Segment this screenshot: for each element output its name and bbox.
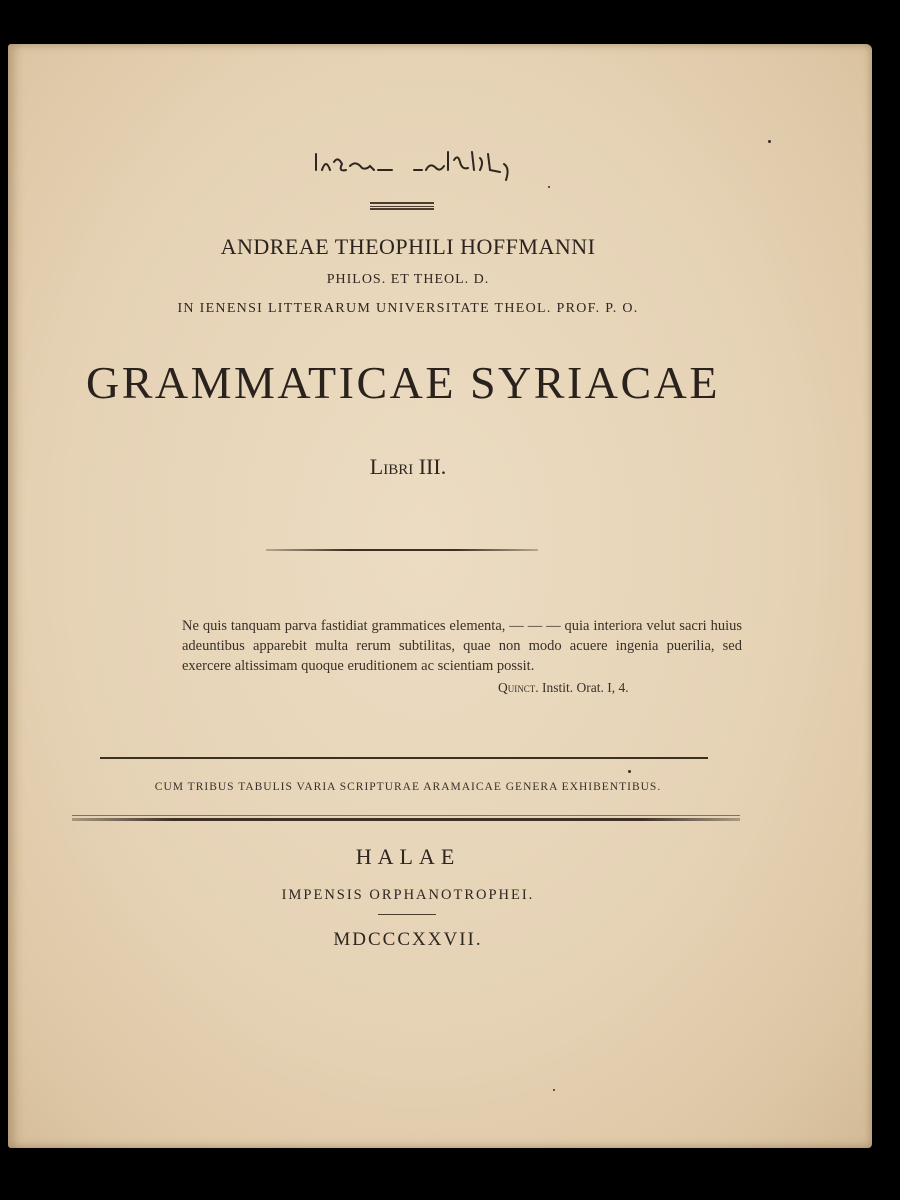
author-position: IN IENENSI LITTERARUM UNIVERSITATE THEOL. PROF. P. O.	[177, 301, 639, 316]
main-title: GRAMMATICAE SYRIACAE	[86, 357, 720, 408]
section-rule	[100, 757, 708, 759]
imprint-publisher: IMPENSIS ORPHANOTROPHEI.	[281, 887, 535, 903]
imprint-city: HALAE	[355, 844, 461, 869]
paper-speck	[768, 140, 771, 143]
epigraph-source-work: Instit. Orat. I, 4.	[542, 680, 629, 695]
syriac-title-script	[308, 140, 518, 184]
book-count-number: III.	[418, 454, 447, 479]
epigraph-source	[498, 680, 748, 696]
section-rule	[72, 818, 740, 821]
author-degree: PHILOS. ET THEOL. D.	[326, 272, 490, 287]
paper-speck	[548, 186, 550, 188]
paper-speck	[553, 1089, 555, 1091]
book-count	[8, 454, 808, 480]
tables-note: CUM TRIBUS TABULIS VARIA SCRIPTURAE ARAMAICAE GENERA EXHIBENTIBUS.	[154, 781, 662, 793]
paper-speck	[628, 770, 631, 773]
title-page	[8, 44, 872, 1148]
ornamental-double-rule	[370, 202, 434, 210]
imprint-year: MDCCCXXVII.	[333, 929, 483, 950]
imprint-rule	[378, 914, 436, 915]
author-name: ANDREAE THEOPHILI HOFFMANNI	[220, 234, 596, 259]
book-count-word: Libri	[369, 454, 414, 479]
epigraph-text: Ne quis tanquam parva fastidiat grammatices elementa, — — — quia interiora velut sacri huius adeuntibus apparebit multa rerum subtilitas, quae non modo acuere ingenia puerilia, sed exercere altissimam quoque eruditionem ac scientiam possit.	[182, 618, 742, 674]
section-rule	[266, 549, 538, 551]
epigraph-source-author: Quinct.	[498, 680, 539, 695]
